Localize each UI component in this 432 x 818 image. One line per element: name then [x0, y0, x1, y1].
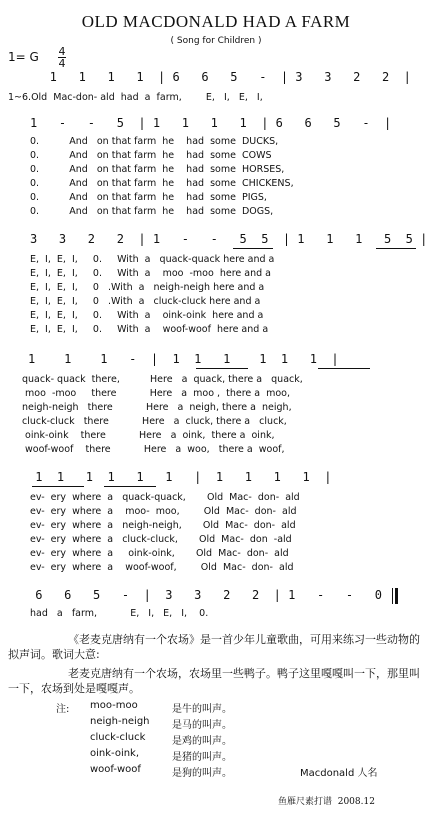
system-4-lyric-2: moo -moo there Here a moo , there a moo, — [22, 388, 291, 399]
footer-credit: 鱼雁尺素打谱 2008.12 — [278, 797, 375, 807]
song-subtitle: ( Song for Children ) — [170, 36, 262, 46]
system-5-lyric-6: ev- ery where a woof-woof, Old Mac- don- ald — [30, 562, 294, 573]
gloss-meaning-5: 是狗的叫声。 — [172, 768, 232, 779]
gloss-term-3: cluck-cluck — [90, 732, 146, 743]
system-2-lyric-5: 0. And on that farm he had some PIGS, — [30, 192, 267, 203]
system-3-lyric-4: E, I, E, I, 0 .With a cluck-cluck here and a — [30, 296, 261, 307]
gloss-meaning-3: 是鸡的叫声。 — [172, 736, 232, 747]
intro-paragraph: 《老麦克唐纳有一个农场》是一首少年儿童歌曲，可用来练习一些动物的拟声词。歌词大意: — [8, 633, 420, 661]
system-4-lyric-5: oink-oink there Here a oink, there a oink, — [22, 430, 275, 441]
system-2-lyric-2: 0. And on that farm he had some COWS — [30, 150, 272, 161]
system-5-lyric-3: ev- ery where a neigh-neigh, Old Mac- don- ald — [30, 520, 296, 531]
system-3-lyric-1: E, I, E, I, 0. With a quack-quack here and a — [30, 254, 275, 265]
system-2-lyric-1: 0. And on that farm he had some DUCKS, — [30, 136, 279, 147]
gloss-term-2: neigh-neigh — [90, 716, 150, 727]
key-signature: 1= G — [8, 50, 39, 64]
meaning-paragraph: 老麦克唐纳有一个农场，农场里一些鸭子。鸭子这里嘎嘎叫一下，那里叫一下，农场到处是嘎嘎声。 — [8, 667, 420, 695]
system-5-notes: 1 1 1 1 1 1 | 1 1 1 1 | — [28, 470, 332, 484]
gloss-meaning-2: 是马的叫声。 — [172, 720, 232, 731]
gloss-term-4: oink-oink, — [90, 748, 140, 759]
system-5-lyric-2: ev- ery where a moo- moo, Old Mac- don- ald — [30, 506, 297, 517]
system-4-lyric-1: quack- quack there, Here a quack, there a quack, — [22, 374, 303, 385]
system-3-lyric-5: E, I, E, I, 0. With a oink-oink here and a — [30, 310, 264, 321]
system-2-lyric-4: 0. And on that farm he had some CHICKENS, — [30, 178, 294, 189]
gloss-meaning-4: 是猪的叫声。 — [172, 752, 232, 763]
system-5-lyric-1: ev- ery where a quack-quack, Old Mac- don- ald — [30, 492, 300, 503]
gloss-term-5: woof-woof — [90, 764, 141, 775]
time-signature-top: 4 — [58, 45, 66, 58]
system-4-lyric-4: cluck-cluck there Here a cluck, there a cluck, — [22, 416, 287, 427]
gloss-meaning-1: 是牛的叫声。 — [172, 704, 232, 715]
system-5-lyric-5: ev- ery where a oink-oink, Old Mac- don- ald — [30, 548, 289, 559]
system-2-lyric-3: 0. And on that farm he had some HORSES, — [30, 164, 285, 175]
system-3-notes: 3 3 2 2 | 1 - - 5 5 | 1 1 1 5 5 | — [30, 232, 428, 246]
note-label: 注: — [56, 704, 70, 715]
system-3-lyric-6: E, I, E, I, 0. With a woof-woof here and a — [30, 324, 269, 335]
system-6-lyrics: had a farm, E, I, E, I, 0. — [30, 608, 209, 619]
system-1-notes: 1 1 1 1 | 6 6 5 - | 3 3 2 2 | — [28, 70, 411, 84]
system-2-lyric-6: 0. And on that farm he had some DOGS, — [30, 206, 274, 217]
time-signature-bottom: 4 — [58, 57, 66, 70]
song-title: OLD MACDONALD HAD A FARM — [81, 12, 351, 31]
system-4-lyric-6: woof-woof there Here a woo, there a woof, — [22, 444, 285, 455]
system-4-notes: 1 1 1 - | 1 1 1 1 1 1 | — [28, 352, 339, 366]
system-6-notes: 6 6 5 - | 3 3 2 2 | 1 - - 0 — [28, 588, 383, 602]
system-2-notes: 1 - - 5 | 1 1 1 1 | 6 6 5 - | — [30, 116, 392, 130]
name-note: Macdonald 人名 — [300, 768, 378, 779]
system-5-lyric-4: ev- ery where a cluck-cluck, Old Mac- don -ald — [30, 534, 292, 545]
system-3-lyric-2: E, I, E, I, 0. With a moo -moo here and a — [30, 268, 271, 279]
time-signature — [58, 46, 66, 69]
system-1-lyrics: 1~6.Old Mac-don- ald had a farm, E, I, E, I, — [8, 92, 263, 103]
gloss-term-1: moo-moo — [90, 700, 138, 711]
system-3-lyric-3: E, I, E, I, 0 .With a neigh-neigh here and a — [30, 282, 265, 293]
system-4-lyric-3: neigh-neigh there Here a neigh, there a neigh, — [22, 402, 292, 413]
